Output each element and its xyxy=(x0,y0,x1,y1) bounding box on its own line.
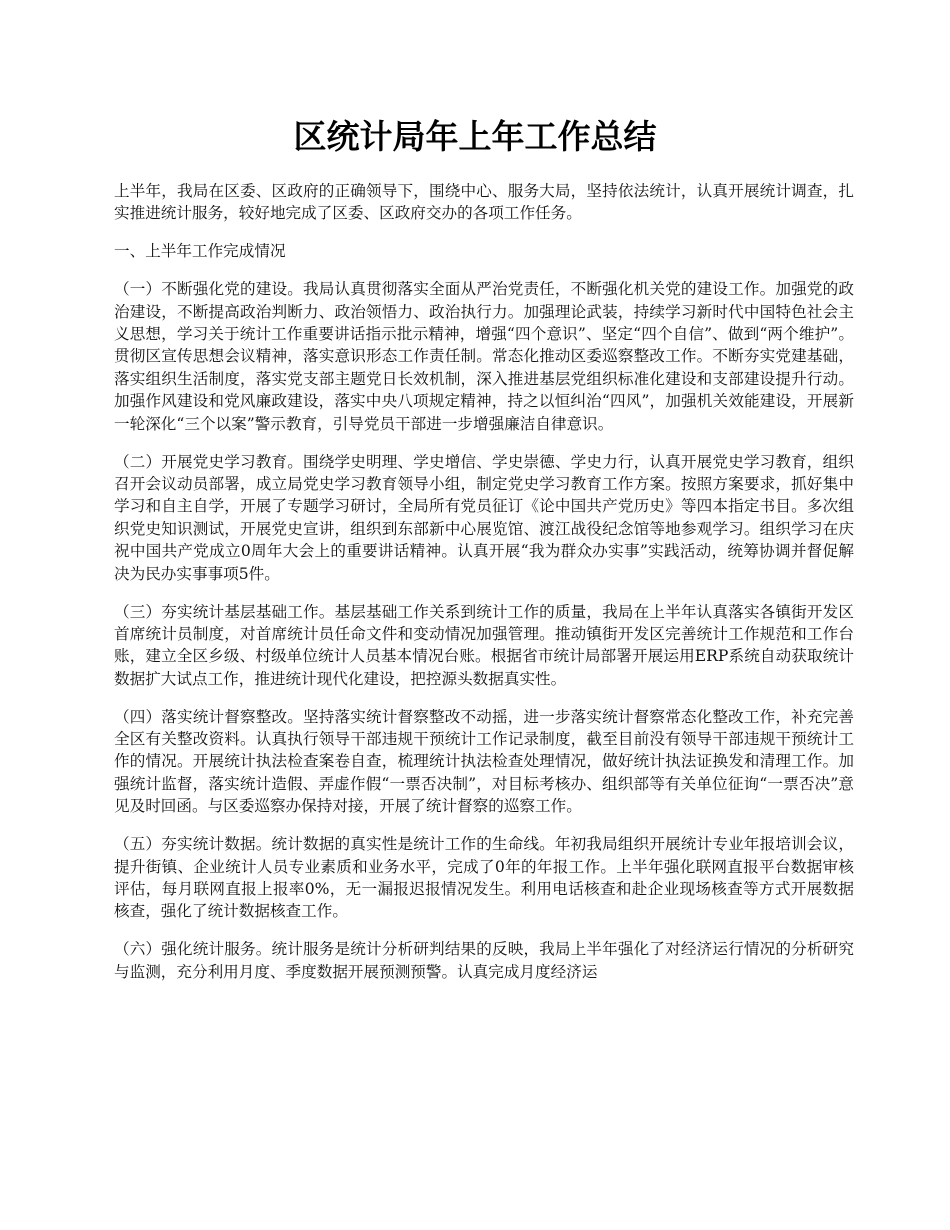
paragraph-party-building: （一）不断强化党的建设。我局认真贯彻落实全面从严治党责任，不断强化机关党的建设工作。加强党的政治建设，不断提高政治判断力、政治领悟力、政治执行力。加强理论武装，持续学习新时代中国特色社会主义思想，学习关于统计工作重要讲话指示批示精神，增强“四个意识”、坚定“四个自信”、做到“两个维护”。贯彻区宣传思想会议精神，落实意识形态工作责任制。常态化推动区委巡察整改工作。不断夯实党建基础，落实组织生活制度，落实党支部主题党日长效机制，深入推进基层党组织标准化建设和支部建设提升行动。加强作风建设和党风廉政建设，落实中央八项规定精神，持之以恒纠治“四风”，加强机关效能建设，开展新一轮深化“三个以案”警示教育，引导党员干部进一步增强廉洁自律意识。 xyxy=(114,280,854,433)
paragraph-party-history: （二）开展党史学习教育。围绕学史明理、学史增信、学史崇德、学史力行，认真开展党史学习教育，组织召开会议动员部署，成立局党史学习教育领导小组，制定党史学习教育工作方案。按照方案要求，抓好集中学习和自主自学，开展了专题学习研讨，全局所有党员征订《论中国共产党历史》等四本指定书目。多次组织党史知识测试，开展党史宣讲，组织到东部新中心展览馆、渡江战役纪念馆等地参观学习。组织学习在庆祝中国共产党成立0周年大会上的重要讲话精神。认真开展“我为群众办实事”实践活动，统筹协调并督促解决为民办实事事项5件。 xyxy=(114,452,854,583)
paragraph-grassroots-statistics: （三）夯实统计基层基础工作。基层基础工作关系到统计工作的质量，我局在上半年认真落实各镇街开发区首席统计员制度，对首席统计员任命文件和变动情况加强管理。推动镇街开发区完善统计工作规范和工作台账，建立全区乡级、村级单位统计人员基本情况台账。根据省市统计局部署开展运用ERP系统自动获取统计数据扩大试点工作，推进统计现代化建设，把控源头数据真实性。 xyxy=(114,602,854,688)
paragraph-statistics-supervision: （四）落实统计督察整改。坚持落实统计督察整改不动摇，进一步落实统计督察常态化整改工作，补充完善全区有关整改资料。认真执行领导干部违规干预统计工作记录制度，截至目前没有领导干部违规干预统计工作的情况。开展统计执法检查案卷自查，梳理统计执法检查处理情况，做好统计执法证换发和清理工作。加强统计监督，落实统计造假、弄虚作假“一票否决制”，对目标考核办、组织部等有关单位征询“一票否决”意见及时回函。与区委巡察办保持对接，开展了统计督察的巡察工作。 xyxy=(114,707,854,816)
intro-paragraph: 上半年，我局在区委、区政府的正确领导下，围绕中心、服务大局，坚持依法统计，认真开展统计调查，扎实推进统计服务，较好地完成了区委、区政府交办的各项工作任务。 xyxy=(114,182,854,223)
document-title: 区统计局年上年工作总结 xyxy=(293,117,657,156)
paragraph-statistical-data: （五）夯实统计数据。统计数据的真实性是统计工作的生命线。年初我局组织开展统计专业年报培训会议，提升街镇、企业统计人员专业素质和业务水平，完成了0年的年报工作。上半年强化联网直报平台数据审核评估，每月联网直报上报率0%，无一漏报迟报情况发生。利用电话核查和赴企业现场核查等方式开展数据核查，强化了统计数据核查工作。 xyxy=(114,835,854,921)
section-heading: 一、上半年工作完成情况 xyxy=(114,242,286,261)
paragraph-statistical-service: （六）强化统计服务。统计服务是统计分析研判结果的反映，我局上半年强化了对经济运行情况的分析研究与监测，充分利用月度、季度数据开展预测预警。认真完成月度经济运 xyxy=(114,940,854,981)
document-body xyxy=(114,180,854,999)
